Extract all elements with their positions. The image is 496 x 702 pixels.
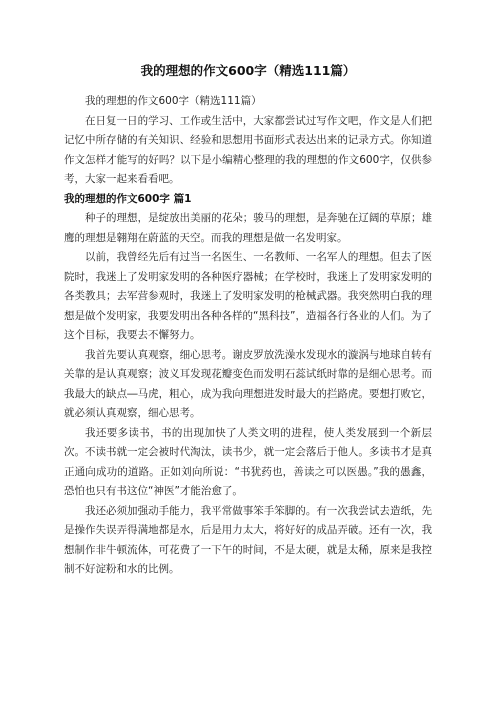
intro-title: 我的理想的作文600字（精选111篇） xyxy=(85,95,262,107)
intro-paragraph: 在日复一日的学习、工作或生活中，大家都尝试过写作文吧，作文是人们把记忆中所存储的有关知识、经验和思想用书面形式表达出来的记录方式。你知道作文怎样才能写的好吗？以下是小编精心整理的我的理想的作文600字，仅供参考，大家一起来看看吧。 xyxy=(64,114,432,185)
body-paragraph: 我还要多读书，书的出现加快了人类文明的进程，使人类发展到一个新层次。不读书就一定会被时代淘汰，读书少，就一定会落后于他人。多读书才是真正通向成功的道路。正如刘向所说：“书犹药也，善读之可以医愚。”我的愚鑫，恐怕也只有书这位“神医”才能治愈了。 xyxy=(64,426,432,497)
body-paragraph: 种子的理想，是绽放出美丽的花朵；骏马的理想，是奔驰在辽阔的草原；雄鹰的理想是翱翔在蔚蓝的天空。而我的理想是做一名发明家。 xyxy=(64,212,432,244)
section-heading: 我的理想的作文600字 篇1 xyxy=(64,192,192,205)
body-paragraph: 以前，我曾经先后有过当一名医生、一名教师、一名军人的理想。但去了医院时，我迷上了发明家发明的各种医疗器械；在学校时，我迷上了发明家发明的各类教具；去军营参观时，我迷上了发明家发明的枪械武器。我突然明白我的理想是做个发明家，我要发明出各种各样的“黑科技”，造福各行各业的人们。为了这个目标，我要去不懈努力。 xyxy=(64,251,432,341)
body-paragraph: 我还必须加强动手能力，我平常做事笨手笨脚的。有一次我尝试去造纸，先是操作失误弄得满地都是水，后是用力太大，将好好的成品弄破。还有一次，我想制作非牛顿流体，可花费了一下午的时间，不是太硬，就是太稀，原来是我控制不好淀粉和水的比例。 xyxy=(64,504,432,575)
document-title: 我的理想的作文600字（精选111篇） xyxy=(140,63,356,78)
body-paragraph: 我首先要认真观察，细心思考。谢皮罗放洗澡水发现水的漩涡与地球自转有关靠的是认真观察；波义耳发现花瓣变色而发明石蕊试纸时靠的是细心思考。而我最大的缺点―马虎，粗心，成为我向理想进发时最大的拦路虎。要想打败它，就必须认真观察，细心思考。 xyxy=(64,348,432,419)
